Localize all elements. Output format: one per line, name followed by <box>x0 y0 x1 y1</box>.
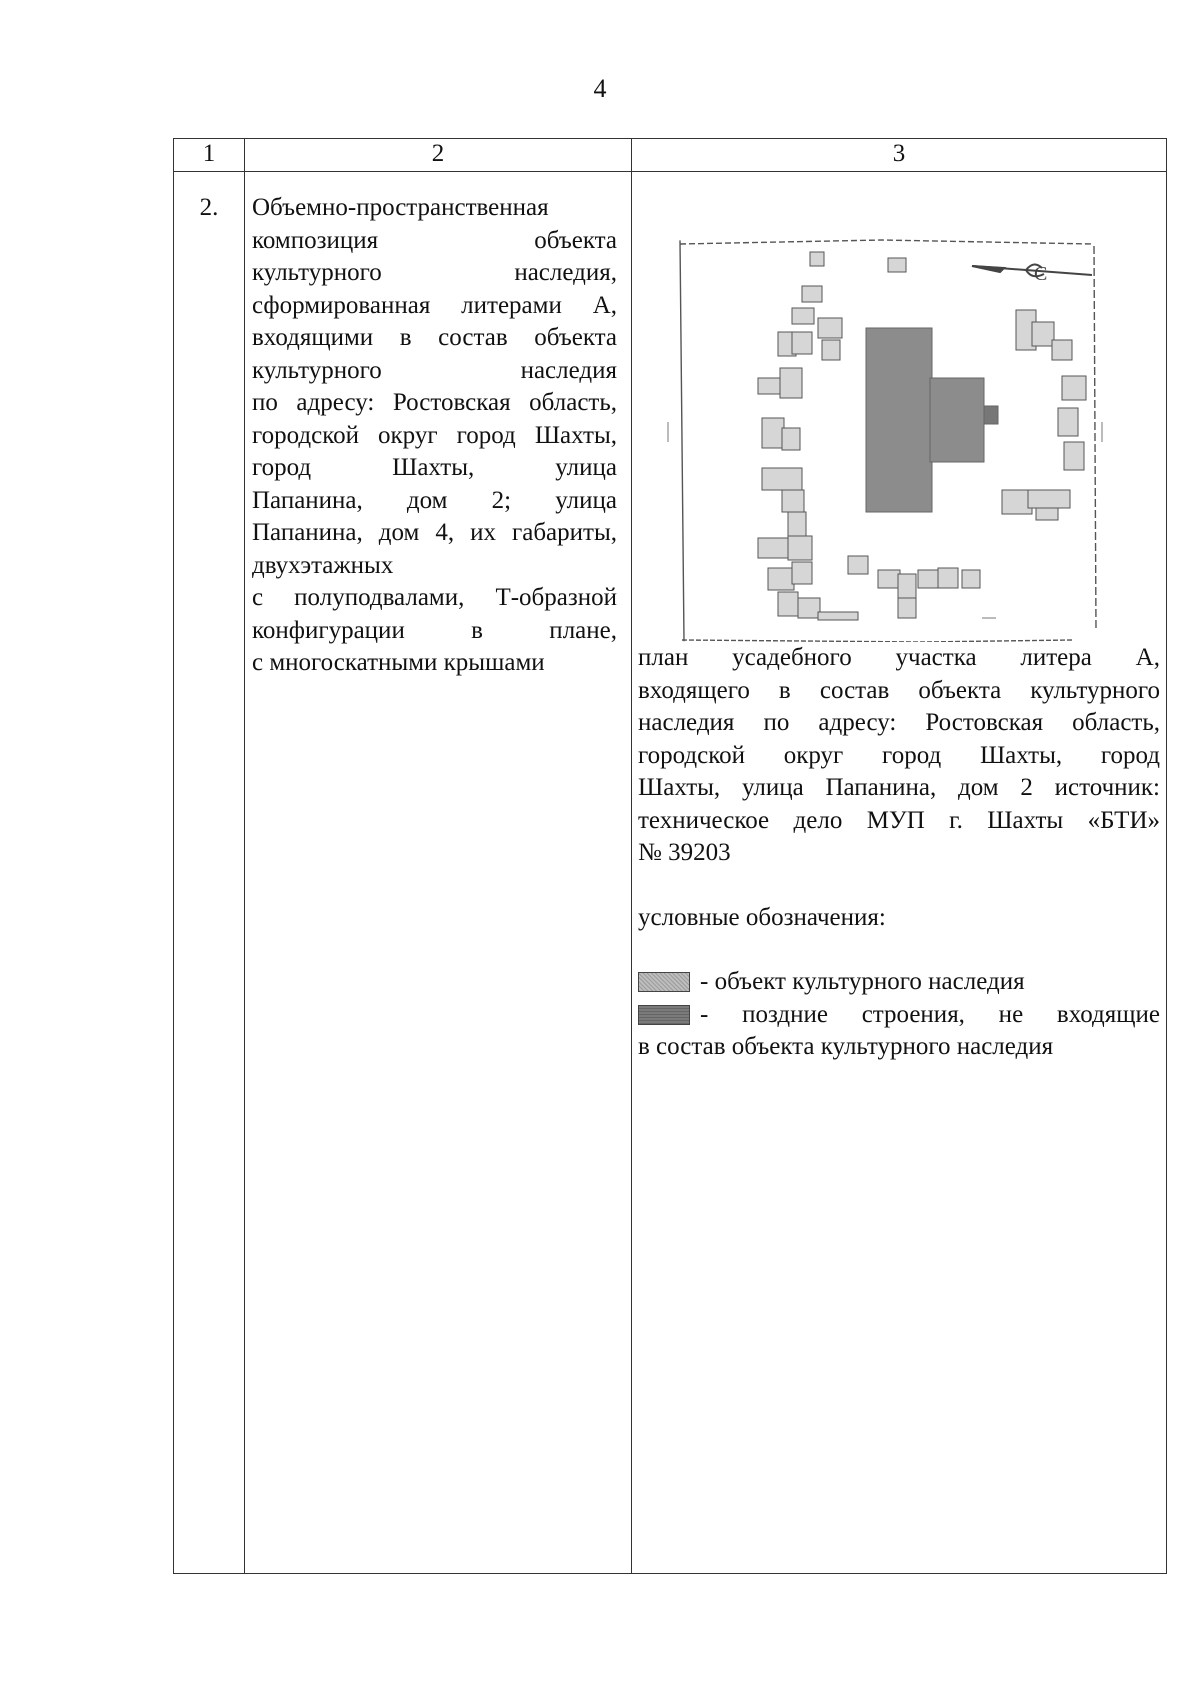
header-col-2: 2 <box>245 139 632 172</box>
table-header-row <box>174 139 1167 172</box>
heritage-swatch-icon <box>638 972 690 992</box>
description-line: Объемно-пространственная <box>252 194 549 221</box>
description-line: городской округ город Шахты, <box>252 421 617 449</box>
description-cell <box>245 172 632 1574</box>
plan-caption <box>632 642 1166 870</box>
description-line: с полуподвалами, Т-образной <box>252 584 617 611</box>
description-line: конфигурации в плане, <box>252 616 617 644</box>
description-line: Папанина, дом 4, их габариты, <box>252 519 617 546</box>
page-number: 4 <box>593 74 607 103</box>
header-col-3: 3 <box>632 139 1167 172</box>
north-label: С <box>1034 263 1048 285</box>
legend-label-continued: в состав объекта культурного наследия <box>638 1033 1054 1060</box>
late-building-swatch-icon <box>638 1005 690 1025</box>
description-line: сформированная литерами А, <box>252 291 617 319</box>
legend-item-late <box>638 999 1160 1032</box>
caption-line: план усадебного участка литера А, <box>638 644 1160 671</box>
caption-line: № 39203 <box>638 839 731 866</box>
north-arrow-icon <box>972 264 1092 276</box>
caption-line: техническое дело МУП г. Шахты «БТИ» <box>638 806 1160 834</box>
header-col-1: 1 <box>174 139 245 172</box>
caption-line: наследия по адресу: Ростовская область, <box>638 709 1160 736</box>
row-number: 2. <box>174 172 245 1574</box>
description-line: входящими в состав объекта <box>252 324 617 351</box>
site-plan <box>632 172 1167 642</box>
description-line: Папанина, дом 2; улица <box>252 486 617 514</box>
description-line: с многоскатными крышами <box>252 649 545 676</box>
table-row <box>174 172 1167 1574</box>
caption-line: городской округ город Шахты, город <box>638 741 1160 769</box>
description-line: город Шахты, улица <box>252 454 617 481</box>
caption-line: входящего в состав объекта культурного <box>638 676 1160 704</box>
description-line: культурного наследия, <box>252 259 617 286</box>
description-line: по адресу: Ростовская область, <box>252 389 617 416</box>
heritage-table <box>173 138 1167 1574</box>
legend <box>632 966 1166 1064</box>
description-line: двухэтажных <box>252 551 394 579</box>
legend-label: - поздние строения, не входящие <box>700 1000 1160 1028</box>
legend-item-heritage <box>638 966 1160 999</box>
caption-line: Шахты, улица Папанина, дом 2 источник: <box>638 774 1160 801</box>
main-building <box>866 328 998 512</box>
description-line: композиция объекта <box>252 226 617 254</box>
description-line: культурного наследия <box>252 356 617 384</box>
plan-cell <box>632 172 1167 1574</box>
legend-title: условные обозначения: <box>638 903 886 931</box>
site-plan-drawing <box>632 172 1167 642</box>
legend-label: - объект культурного наследия <box>700 968 1025 995</box>
